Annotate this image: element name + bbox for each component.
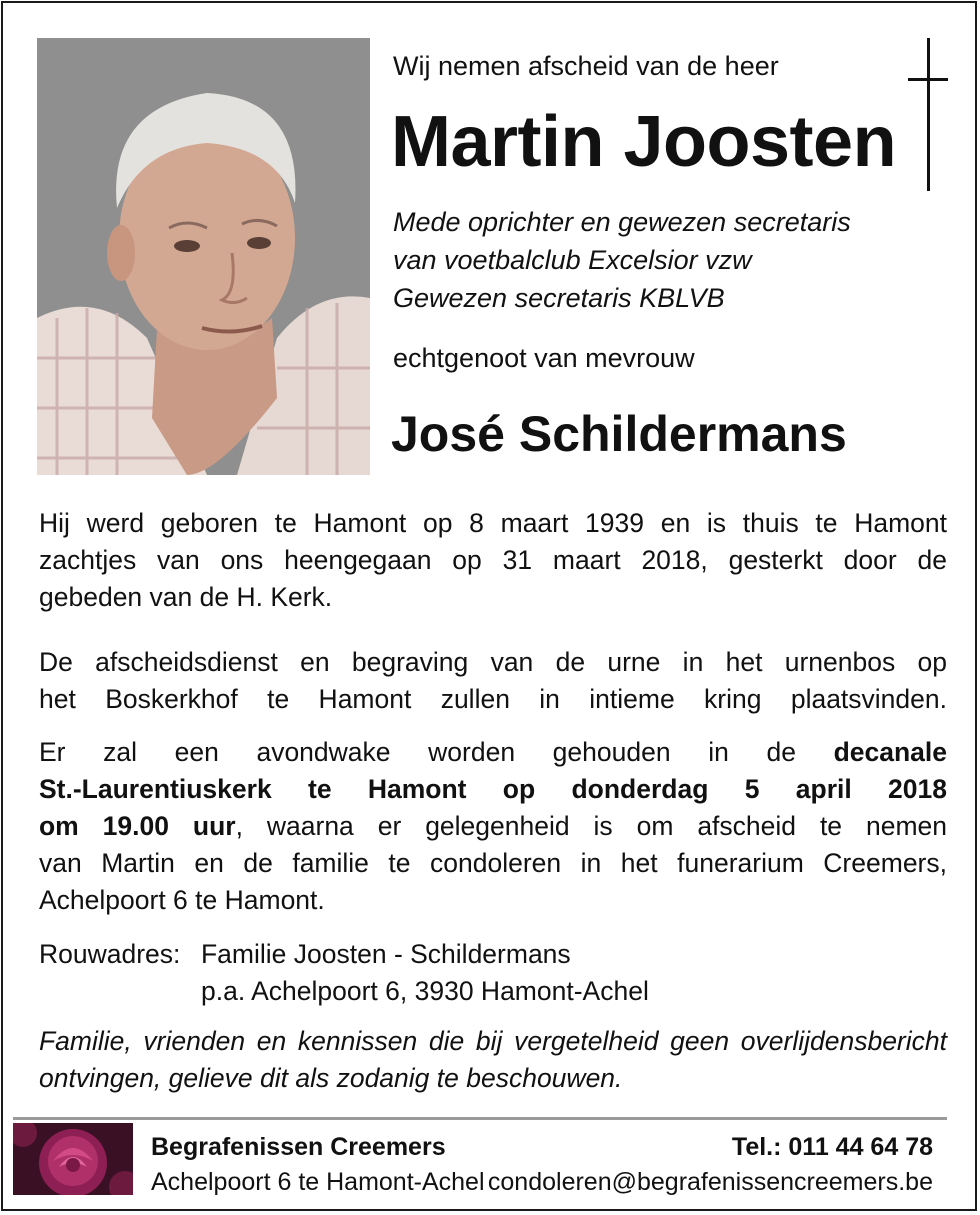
paragraph-line <box>39 771 947 808</box>
divider <box>13 1117 947 1120</box>
paragraph-line: zachtjes van ons heengegaan op 31 maart 2018, gesterkt door de <box>39 545 947 575</box>
role-line: Gewezen secretaris KBLVB <box>393 283 725 313</box>
rose-image <box>13 1123 133 1195</box>
obituary-notice <box>1 1 977 1211</box>
role-line: Mede oprichter en gewezen secretaris <box>393 207 851 237</box>
spouse-name: José Schildermans <box>391 406 847 462</box>
paragraph-line: gebeden van de H. Kerk. <box>39 582 333 612</box>
paragraph-line: het Boskerkhof te Hamont zullen in intieme kring plaatsvinden. <box>39 684 947 714</box>
mourning-address <box>39 936 649 1010</box>
deceased-name: Martin Joosten <box>391 102 897 182</box>
funeral-home-email[interactable]: condoleren@begrafenissencreemers.be <box>487 1168 933 1196</box>
funeral-home-address: Achelpoort 6 te Hamont-Achel <box>151 1168 485 1196</box>
portrait-illustration <box>37 38 370 475</box>
wake-text: Er zal een avondwake worden gehouden in de <box>39 737 834 767</box>
paragraph-line: Achelpoort 6 te Hamont. <box>39 885 325 915</box>
wake-location: St.-Laurentiuskerk te Hamont op donderdag 5 april 2018 <box>39 774 947 804</box>
paragraph-ceremony <box>39 644 947 718</box>
address-line: Familie Joosten - Schildermans <box>201 939 571 969</box>
roles <box>393 203 851 317</box>
paragraph-wake <box>39 734 947 919</box>
intro-text: Wij nemen afscheid van de heer <box>393 51 779 81</box>
notice-line: ontvingen, gelieve dit als zodanig te beschouwen. <box>39 1063 623 1093</box>
role-line: van voetbalclub Excelsior vzw <box>393 245 752 275</box>
paragraph-birth-death <box>39 505 947 616</box>
portrait-photo <box>37 38 370 475</box>
wake-time: om 19.00 uur <box>39 811 236 841</box>
address-label: Rouwadres: <box>39 939 181 969</box>
wake-text: , waarna er gelegenheid is om afscheid te nemen <box>235 811 947 841</box>
cross-icon <box>908 38 948 193</box>
paragraph-line: van Martin en de familie te condoleren in het funerarium Creemers, <box>39 848 947 878</box>
funeral-home-name: Begrafenissen Creemers <box>151 1133 446 1161</box>
spouse-intro: echtgenoot van mevrouw <box>393 343 695 373</box>
wake-location-start: decanale <box>833 737 947 767</box>
paragraph-line: Hij werd geboren te Hamont op 8 maart 1939 en is thuis te Hamont <box>39 508 947 538</box>
funeral-home-phone: Tel.: 011 44 64 78 <box>731 1133 933 1161</box>
notice-line: Familie, vrienden en kennissen die bij vergetelheid geen overlijdensbericht <box>39 1026 947 1056</box>
address-line: p.a. Achelpoort 6, 3930 Hamont-Achel <box>201 976 649 1006</box>
paragraph-line: De afscheidsdienst en begraving van de urne in het urnenbos op <box>39 647 947 677</box>
paragraph-line <box>39 734 947 771</box>
notice-text <box>39 1023 947 1097</box>
paragraph-line <box>39 808 947 845</box>
